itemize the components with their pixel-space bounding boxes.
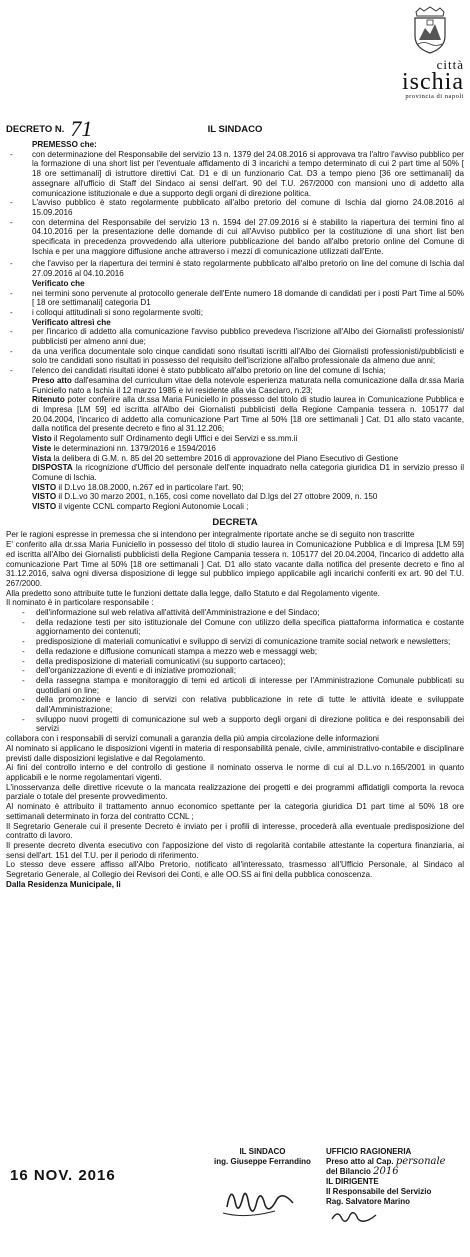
decreta-conferimento: E' conferito alla dr.ssa Maria Funiciello in possesso del titolo di studio laurea in Comunicazione Pubblica e di Impresa [LM 59] ed iscritta all'Albo dei Giornalisti pubblicisti della Regione Campania tessera n. 105177 del 20.04.2004, l'incarico di addetto alla comunicazione Part Time al 50% [18 ore settimanali ] Cat. D1 allo stato vacante dalla notifica del presente decreto e fino al 31.12.2016, salva ogni diversa disposizione di legge sul pubblico impiego applicabile agli incarichi conferiti ex art. 90 del T.U. 267/2000. [6, 540, 464, 588]
closing-paragraph: L'inosservanza delle direttive ricevute o la mancata realizzazione dei progetti e dei programmi affidatigli comporta la revoca parziale o totale del presente provvedimento. [6, 782, 464, 802]
responsabile-item: - della rassegna stampa e monitoraggio di temi ed articoli di interesse per l'Amministrazione Comunale pubblicati su quotidiani on line; [22, 675, 464, 695]
consideration: DISPOSTA la ricognizione d'Ufficio del personale dell'ente inquadrato nella categoria giuridica D1 in servizio presso il Comune di Ischia. [32, 463, 464, 482]
stamp-cap-line: Preso atto al Cap. personale [326, 1156, 446, 1167]
consideration: VISTO il D.Lvo 18.08.2000, n.267 ed in particolare l'art. 90; [32, 482, 244, 492]
premesso-item: - con determinazione del Responsabile del servizio 13 n. 1379 del 24.08.2016 si approvava tra l'altro l'avviso pubblico per la formazione di una short list per l'eventuale affidamento di 3 incarichi a tempo determinato di cui 2 part time al 50% [ 18 ore settimanali] di istruttore direttivi Cat. D1 e di un funzionario Cat. D3 a tempo pieno [36 ore settimanali] da assegnare all'ufficio di Staff del Sindaco ai sensi dell'art. 90 del T.U. 267/2000 con mansioni uno di addetto alla comunicazione istituzionale e due a supporto degli organi di direzione politica. [10, 149, 464, 198]
closing-paragraph: Il Segretario Generale cui il presente Decreto è inviato per i profili di interesse, procederà alla eventuale predisposizione del contratto di lavoro. [6, 821, 464, 841]
decreta-intro: Per le ragioni espresse in premessa che si intendono per integralmente riportate anche se di seguito non trascritte [6, 530, 415, 540]
closing-paragraph: Lo stesso deve essere affisso all'Albo Pretorio, notificato all'interessato, trasmesso all'Ufficio Personale, al Sindaco al Segretario Generale, al Collegio dei Revisori dei Conti, e alle OO.SS ai fini della pubblica conoscenza. [6, 860, 464, 880]
stamp-cap-handwriting: personale [395, 1156, 446, 1167]
premesso-item: - con determina del Responsabile del servizio 13 n. 1594 del 27.09.2016 si è stabilito la riapertura dei termini fino al 04.10.2016 per la presentazione delle domande di cui all'Avviso pubblico per la costituzione di una short list ben specificata in precedenza provvedendo alla ulteriore pubblicazione del bando all'albo pretorio online del Comune di Ischia e per una maggiore diffusione anche attraverso i mezzi di comunicazione utilizzati dall'Ente. [10, 217, 464, 256]
decree-number: 71 [70, 116, 93, 141]
closing-paragraph: Al nominato si applicano le disposizioni vigenti in materia di responsabilità penale, civile, amministrativo-contabile e disciplinare previsti dalle disposizioni legislative e dal Regolamento. [6, 743, 464, 763]
city-logo [352, 58, 464, 101]
stamp-name: Rag. Salvatore Marino [326, 1197, 411, 1206]
closing-paragraph: Il presente decreto diventa esecutivo con l'apposizione del visto di regolarità contabile attestante la copertura finanziaria, ai sensi dell'art. 151 del T.U. per il periodo di riferimento. [6, 840, 464, 860]
responsabile-item: - dell'informazione sul web relativa all'attività dell'Amministrazione e del Sindaco; [22, 608, 320, 618]
responsabile-item: - della promozione e lancio di servizi con relativa pubblicazione in rete di tutte le attività ideate e sviluppate dall'Amministrazione; [22, 695, 464, 715]
responsabile-item: - sviluppo nuovi progetti di comunicazione sul web a supporto degli organi di direzione politica e dei responsabili dei servizi [22, 714, 464, 734]
decreta-responsabile-intro: Il nominato è in particolare responsabile : [6, 598, 154, 608]
decree-body [6, 140, 464, 889]
consideration: Preso atto dall'esamina del curriculum vitae della notevole esperienza maturata nella comunicazione dalla dr.ssa Maria Funiciello nato a Ischia il 12 marzo 1985 e ivi residente alla via Casciaro, n.23; [32, 375, 464, 395]
decree-label: DECRETO N. [6, 124, 65, 135]
premesso-item: - L'avviso pubblico è stato regolarmente pubblicato all'albo pretorio del comune di Ischia dal giorno 24.08.2016 al 15.09.2016 [10, 198, 464, 217]
mayor-title: IL SINDACO [239, 1147, 286, 1156]
page-title: IL SINDACO [207, 124, 263, 135]
premesso-heading: PREMESSO che: [32, 140, 97, 149]
verificato-item: - i colloqui attitudinali si sono regolarmente svolti; [10, 307, 203, 317]
responsabile-item: - della redazione testi per sito istituzionale del Comune con utilizzo della specifica piattaforma informatica e costante aggiornamento dei contenuti; [22, 617, 464, 637]
closing-paragraph: Ai fini del controllo interno e del controllo di gestione il nominato osserva le norme di cui al D.L.vo n.165/2001 in quanto applicabili e le norme regolamentari vigenti. [6, 763, 464, 782]
mayor-signature-block [205, 1147, 320, 1230]
logo-ischia: ischia [402, 69, 464, 95]
accounting-stamp [326, 1147, 466, 1230]
consideration: Visto il Regolamento sull' Ordinamento degli Uffici e dei Servizi e ss.mm.ii [32, 434, 298, 444]
premesso-item: - che l'avviso per la riapertura dei termini è stato regolarmente pubblicato all'albo pretorio on line del comune di Ischia dal 27.09.2016 al 04.10.2016 [10, 259, 464, 279]
stamp-bilancio-line: del Bilancio 2016 [326, 1166, 399, 1177]
town-crest-icon [410, 6, 450, 54]
consideration: VISTO il D.L.vo 30 marzo 2001, n.165, così come novellato dal D.lgs del 27 ottobre 2009, n. 150 [32, 492, 378, 502]
mayor-signature-icon [205, 1167, 320, 1227]
accountant-signature-icon [326, 1207, 386, 1227]
verificato-item: - nei termini sono pervenute al protocollo generale dell'Ente numero 18 domande di candidati per i posti Part Time al 50% [ 18 ore settimanali] categoria D1 [10, 288, 464, 308]
stamp-dirigente: IL DIRIGENTE [326, 1177, 379, 1186]
consideration: Viste le determinazioni nn. 1379/2016 e 1594/2016 [32, 443, 216, 453]
verificato-altresi-item: - l'elenco dei candidati risultati idonei è stato pubblicato all'albo pretorio on line del comune di Ischia; [10, 366, 386, 376]
date-stamp: 16 NOV. 2016 [10, 1167, 116, 1184]
verificato-altresi-item: - da una verifica documentale solo cinque candidati sono risultati iscritti all'Albo dei Giornalisti professionisti/pubblicisti e solo tre candidati sono risultati in possesso del requisito dell'iscrizione all'albo professionale da almeno due anni; [10, 346, 464, 366]
responsabile-item: - della predisposizione di materiali comunicativi (su supporto cartaceo); [22, 656, 286, 666]
responsabile-item: - predisposizione di materiali comunicativi e sviluppo di servizi di comunicazione tramite social network e newsletters; [22, 637, 451, 647]
verificato-altresi-item: - per l'incarico di addetto alla comunicazione l'avviso pubblico prevedeva l'iscrizione all'Albo dei Giornalisti professionisti/ pubblicisti per almeno anni due; [10, 327, 464, 347]
logo-citta: città [436, 57, 464, 72]
stamp-office: UFFICIO RAGIONERIA [326, 1147, 412, 1156]
verificato-heading: Verificato che [32, 278, 85, 288]
stamp-bilancio-handwriting: 2016 [373, 1166, 399, 1177]
signature-block [0, 1145, 470, 1257]
decreta-funzioni: Alla predetto sono attribuite tutte le funzioni dettate dalla legge, dallo Statuto e dal Regolamento vigente. [6, 588, 380, 598]
closing-paragraph: collabora con i responsabili di servizi comunali a garanzia della più ampia circolazione delle informazioni [6, 734, 379, 744]
verificato-altresi-heading: Verificato altresì che [32, 317, 111, 327]
residenza-line: Dalla Residenza Municipale, li [6, 879, 121, 889]
decreta-heading: DECRETA [212, 516, 258, 528]
stamp-responsabile: Il Responsabile del Servizio [326, 1187, 432, 1196]
responsabile-item: - della redazione e diffusione comunicati stampa a mezzo web e messaggi web; [22, 646, 318, 656]
logo-provincia: provincia di napoli [405, 93, 464, 100]
responsabile-item: - dell'organizzazione di eventi e di iniziative promozionali; [22, 666, 236, 676]
consideration: Ritenuto poter conferire alla dr.ssa Maria Funiciello in possesso del titolo di studio laurea in Comunicazione Pubblica e di Impresa [LM 59] ed iscritta all'Albo dei Giornalisti pubblicisti della Regione Campania tessera n. 105177 dal 20.04.2004, l'incarico di addetto alla comunicazione Part Time al 50% [18 ore settimanali ] Cat. D1 allo stato vacante, dalla notifica del presente decreto e fino al 31.12.206; [32, 395, 464, 434]
mayor-name: ing. Giuseppe Ferrandino [214, 1157, 311, 1166]
closing-paragraph: Al nominato è attribuito il trattamento annuo economico spettante per la categoria giuridica D1 part time al 50% 18 ore settimanali determinato in forza del contratto CCNL ; [6, 802, 464, 821]
consideration: Vista la delibera di G.M. n. 85 del 20 settembre 2016 di approvazione del Piano Esecutivo di Gestione [32, 453, 399, 463]
consideration: VISTO il vigente CCNL comparto Regioni Autonomie Locali ; [32, 502, 249, 512]
